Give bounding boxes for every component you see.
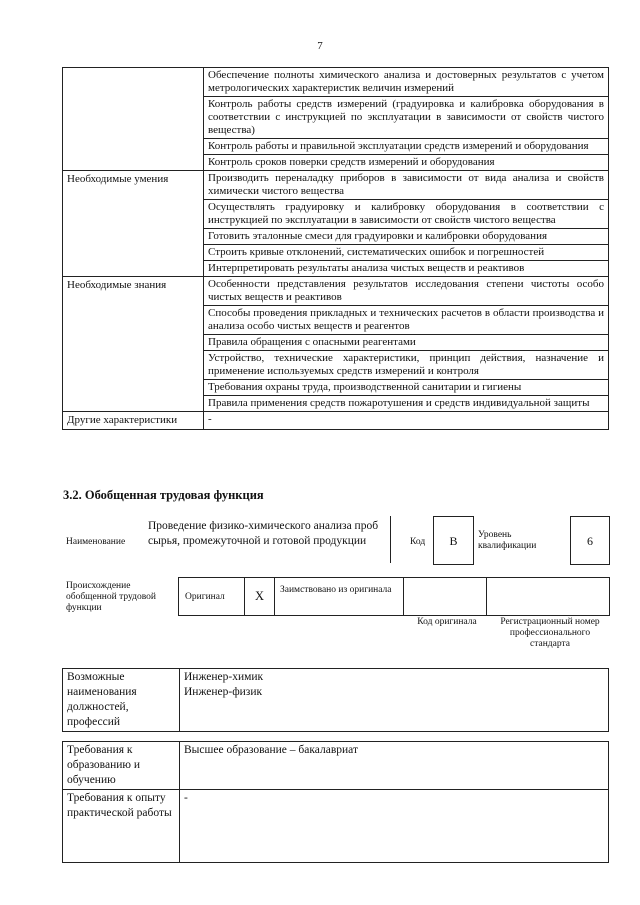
original-label: Оригинал: [185, 592, 225, 602]
positions-label: Возможные наименования должностей, профессий: [63, 669, 180, 732]
table-row: [63, 669, 609, 732]
code-original-caption: Код оригинала: [417, 617, 477, 627]
requirement-label: Требования к образованию и обучению: [63, 742, 180, 790]
table-cell: Производить переналадку приборов в зависимости от вида анализа и свойств химически чистого вещества: [204, 171, 609, 200]
table-row: [63, 412, 609, 430]
table-cell: Требования охраны труда, производственной санитарии и гигиены: [204, 380, 609, 396]
table-cell: Особенности представления результатов исследования степени чистоты особо чистых веществ и реактивов: [204, 277, 609, 306]
table-cell: Строить кривые отклонений, систематических ошибок и погрешностей: [204, 245, 609, 261]
table-cell: Правила применения средств пожаротушения и средств индивидуальной защиты: [204, 396, 609, 412]
skills-label: Необходимые умения: [63, 171, 204, 277]
level-value: 6: [587, 534, 593, 548]
origin-label: Происхождение обобщенной трудовой функции: [66, 581, 156, 613]
list-item: Инженер-химик: [184, 671, 264, 683]
table-row: [63, 742, 609, 790]
table-row: [63, 790, 609, 863]
other-label: Другие характеристики: [63, 412, 204, 430]
divider: [244, 577, 245, 615]
table-row: [63, 68, 609, 97]
requirements-table: [62, 741, 609, 863]
level-box: [570, 516, 610, 565]
section-heading: 3.2. Обобщенная трудовая функция: [63, 488, 264, 502]
positions-values: [180, 669, 609, 732]
name-box: [142, 516, 391, 563]
code-box: [433, 516, 474, 565]
empty-label-cell: [63, 68, 204, 171]
original-mark: X: [255, 589, 265, 603]
table-row: [63, 277, 609, 306]
other-value: -: [204, 412, 609, 430]
table-cell: Контроль работы средств измерений (градуировка и калибровка оборудования в соответствии с инструкцией по эксплуатации в зависимости от свойств чистого вещества): [204, 97, 609, 139]
name-value: Проведение физико-химического анализа проб сырья, промежуточной и готовой продукции: [148, 520, 379, 547]
divider: [274, 577, 275, 615]
code-label: Код: [410, 537, 426, 547]
borrowed-label: Заимствовано из оригинала: [280, 585, 392, 595]
name-label: Наименование: [66, 537, 126, 547]
table-cell: Готовить эталонные смеси для градуировки и калибровки оборудования: [204, 229, 609, 245]
requirement-label: Требования к опыту практической работы: [63, 790, 180, 863]
code-value: B: [449, 534, 458, 548]
divider: [486, 577, 487, 615]
divider: [403, 577, 404, 615]
positions-table: [62, 668, 609, 732]
knowledge-label: Необходимые знания: [63, 277, 204, 412]
table-cell: Осуществлять градуировку и калибровку оборудования в соответствии с инструкцией по эксплуатации в зависимости от свойств чистого вещества: [204, 200, 609, 229]
reg-number-caption: Регистрационный номер профессионального стандарта: [500, 617, 600, 649]
competency-table: [62, 67, 609, 430]
page-number: 7: [317, 40, 323, 52]
list-item: Инженер-физик: [184, 686, 263, 698]
requirement-value: -: [180, 790, 609, 863]
table-cell: Интерпретировать результаты анализа чистых веществ и реактивов: [204, 261, 609, 277]
requirement-value: Высшее образование – бакалавриат: [180, 742, 609, 790]
table-cell: Контроль работы и правильной эксплуатации средств измерений и оборудования: [204, 139, 609, 155]
origin-box: [178, 577, 610, 616]
table-row: [63, 171, 609, 200]
table-cell: Обеспечение полноты химического анализа и достоверных результатов с учетом метрологических характеристик величин измерений: [204, 68, 609, 97]
table-cell: Способы проведения прикладных и технических расчетов в области производства и анализа особо чистых веществ и реагентов: [204, 306, 609, 335]
table-cell: Устройство, технические характеристики, принцип действия, назначение и применение используемых средств измерений и контроля: [204, 351, 609, 380]
table-cell: Контроль сроков поверки средств измерений и оборудования: [204, 155, 609, 171]
table-cell: Правила обращения с опасными реагентами: [204, 335, 609, 351]
level-label: Уровень квалификации: [478, 530, 537, 551]
